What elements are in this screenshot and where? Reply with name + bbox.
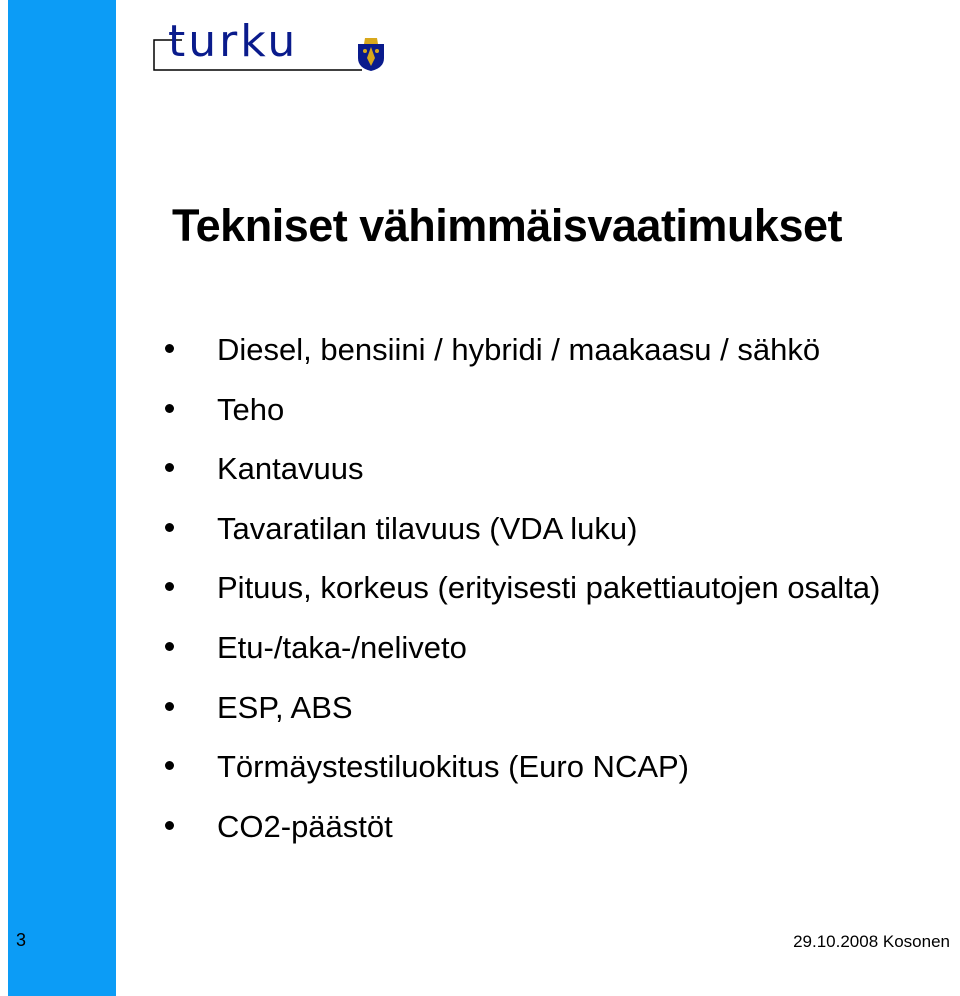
page-number: 3 [16, 930, 27, 950]
bullet-dot-icon [165, 702, 174, 711]
bullet-text: CO2-päästöt [217, 808, 393, 844]
bullet-text: Kantavuus [217, 451, 364, 487]
bullet-text: ESP, ABS [217, 689, 353, 725]
bullet-text: Törmäystestiluokitus (Euro NCAP) [217, 749, 690, 785]
bullet-dot-icon [165, 642, 174, 651]
bullet-dot-icon [165, 821, 174, 830]
bullet-text: Diesel, bensiini / hybridi / maakaasu / sähkö [217, 332, 821, 367]
bullet-dot-icon [165, 761, 174, 770]
bullet-dot-icon [165, 344, 174, 353]
bullet-text: Teho [217, 391, 285, 427]
turku-coat-of-arms-icon [356, 36, 386, 72]
bullet-text: Tavaratilan tilavuus (VDA luku) [217, 510, 638, 546]
side-bar [8, 0, 116, 996]
bullet-text: Pituus, korkeus (erityisesti pakettiautojen osalta) [217, 570, 881, 606]
bullet-dot-icon [165, 582, 174, 591]
bullet-dot-icon [165, 523, 174, 532]
bullet-dot-icon [165, 463, 174, 472]
bullet-dot-icon [165, 404, 174, 413]
footer-date-author: 29.10.2008 Kosonen [793, 932, 950, 951]
turku-logo [150, 16, 390, 78]
slide-title: Tekniset vähimmäisvaatimukset [172, 200, 842, 251]
bullet-text: Etu-/taka-/neliveto [217, 629, 467, 665]
logo-text: turku [168, 16, 299, 67]
